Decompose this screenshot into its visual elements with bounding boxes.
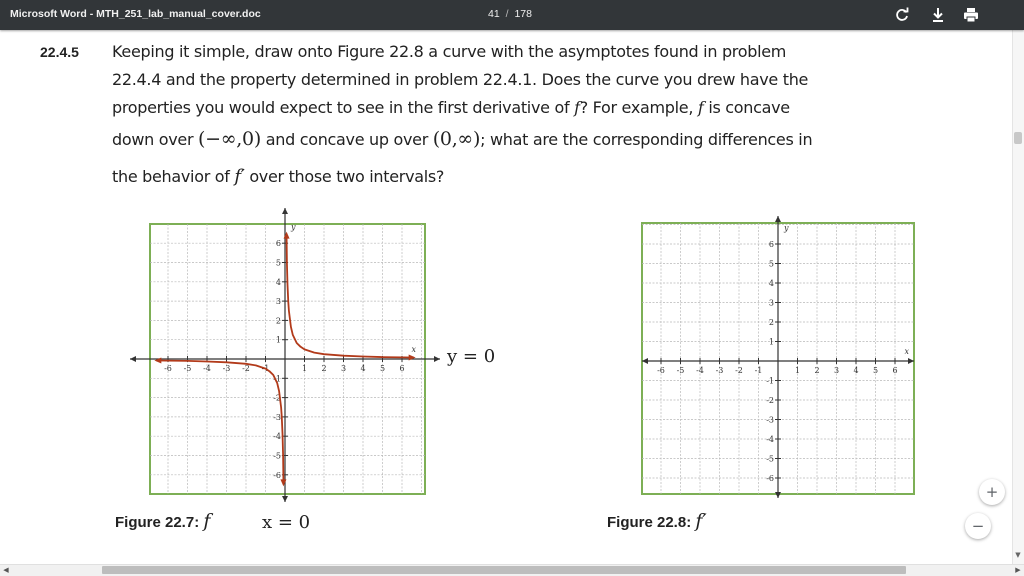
interval-positive: (0,∞)	[432, 128, 481, 150]
scroll-down-arrow-icon[interactable]: ▼	[1015, 551, 1021, 559]
x-tick-label: -3	[222, 364, 231, 373]
y-tick-label: -3	[273, 412, 281, 422]
y-tick-label: -2	[766, 396, 774, 405]
download-icon[interactable]	[928, 5, 948, 25]
print-icon[interactable]	[961, 5, 981, 25]
x-tick-label: -2	[242, 364, 250, 373]
y-tick-label: -5	[766, 454, 774, 464]
x-tick-label: 3	[340, 364, 347, 373]
y-tick-label: 2	[768, 318, 774, 327]
zoom-out-button[interactable]: −	[965, 513, 991, 539]
y-tick-label: 1	[768, 337, 774, 347]
interval-negative: (−∞,0)	[198, 128, 261, 150]
x-axis-arrow-icon	[434, 356, 440, 362]
viewer-toolbar	[0, 0, 1024, 30]
scroll-left-arrow-icon[interactable]: ◀	[3, 566, 9, 574]
x-tick-label: -6	[657, 366, 665, 375]
x-tick-label: -1	[261, 364, 270, 373]
y-axis-label: y	[291, 222, 296, 232]
problem-line-5: the behavior of f′ over those two intervals?	[112, 166, 445, 187]
x-tick-label: -6	[164, 364, 172, 373]
y-axis-arrow-icon	[282, 208, 288, 214]
y-tick-label: 5	[768, 259, 774, 269]
x-tick-label: -1	[754, 366, 763, 375]
y-tick-label: -5	[273, 451, 281, 461]
page-separator: /	[505, 8, 509, 20]
math-f-prime: f′	[234, 166, 245, 187]
math-f: f	[574, 98, 580, 117]
x-tick-label: -4	[696, 366, 704, 375]
x-tick-label: 4	[853, 366, 859, 375]
y-tick-label: -6	[273, 470, 281, 480]
y-tick-label: 4	[768, 279, 774, 288]
x-tick-label: -5	[183, 364, 192, 373]
vertical-scrollbar-thumb[interactable]	[1014, 132, 1022, 144]
y-tick-label: 1	[275, 335, 281, 345]
y-tick-label: -4	[273, 432, 281, 442]
y-axis-arrow-icon	[282, 496, 288, 502]
y-tick-label: 5	[275, 258, 281, 268]
problem-line-2: 22.4.4 and the property determined in problem 22.4.1. Does the curve you drew have the	[112, 70, 809, 89]
y-tick-label: -1	[273, 374, 281, 384]
x-tick-label: 5	[379, 364, 386, 373]
x-tick-label: 2	[321, 364, 327, 373]
y-tick-label: 6	[768, 240, 774, 249]
y-tick-label: -4	[766, 435, 774, 444]
problem-line-3: properties you would expect to see in the first derivative of f? For example, f is concave	[112, 98, 790, 117]
zoom-in-button[interactable]: +	[979, 479, 1005, 505]
x-axis-label: x	[904, 347, 909, 356]
x-axis-arrow-icon	[130, 356, 136, 362]
y-tick-label: -3	[766, 415, 774, 425]
y-axis-label: y	[784, 223, 789, 233]
x-tick-label: 4	[360, 364, 366, 373]
x-tick-label: -3	[715, 366, 724, 375]
scroll-right-arrow-icon[interactable]: ▶	[1015, 566, 1021, 574]
horizontal-asymptote-label: y = 0	[447, 346, 496, 367]
y-axis-arrow-icon	[775, 216, 781, 222]
page-total: 178	[514, 8, 532, 20]
x-tick-label: 2	[814, 366, 820, 375]
y-tick-label: 3	[275, 297, 281, 307]
y-tick-label: -6	[766, 474, 774, 483]
document-title: Microsoft Word - MTH_251_lab_manual_cover.doc	[10, 8, 261, 20]
x-tick-label: -4	[203, 364, 211, 373]
x-tick-label: -5	[676, 366, 685, 375]
x-tick-label: 1	[301, 364, 308, 373]
problem-number: 22.4.5	[40, 44, 79, 60]
rotate-icon[interactable]	[892, 5, 912, 25]
figure-22-7-caption: Figure 22.7: f	[115, 510, 211, 532]
horizontal-scrollbar-thumb[interactable]	[102, 566, 906, 574]
y-tick-label: 3	[768, 298, 774, 308]
y-tick-label: 6	[275, 239, 281, 249]
y-tick-label: 4	[275, 277, 281, 287]
x-axis-label: x	[411, 345, 416, 354]
y-tick-label: -1	[766, 376, 774, 386]
vertical-scrollbar[interactable]	[1012, 30, 1024, 564]
x-tick-label: -2	[735, 366, 743, 375]
x-tick-label: 3	[833, 366, 840, 375]
problem-line-4: down over (−∞,0) and concave up over (0,∞); what are the corresponding differences in	[112, 128, 813, 150]
x-tick-label: 6	[399, 364, 405, 373]
vertical-asymptote-label: x = 0	[262, 512, 311, 533]
figure-22-8-graph[interactable]	[636, 212, 926, 502]
problem-line-1: Keeping it simple, draw onto Figure 22.8 a curve with the asymptotes found in problem	[112, 42, 787, 61]
page-counter	[470, 8, 550, 20]
x-tick-label: 5	[872, 366, 879, 375]
figure-22-8-caption: Figure 22.8: f′	[607, 510, 707, 532]
x-tick-label: 6	[892, 366, 898, 375]
y-tick-label: 2	[275, 316, 281, 326]
math-f: f	[697, 98, 704, 117]
x-tick-label: 1	[794, 366, 801, 375]
y-tick-label: -2	[273, 393, 281, 403]
page-current[interactable]: 41	[488, 8, 500, 20]
